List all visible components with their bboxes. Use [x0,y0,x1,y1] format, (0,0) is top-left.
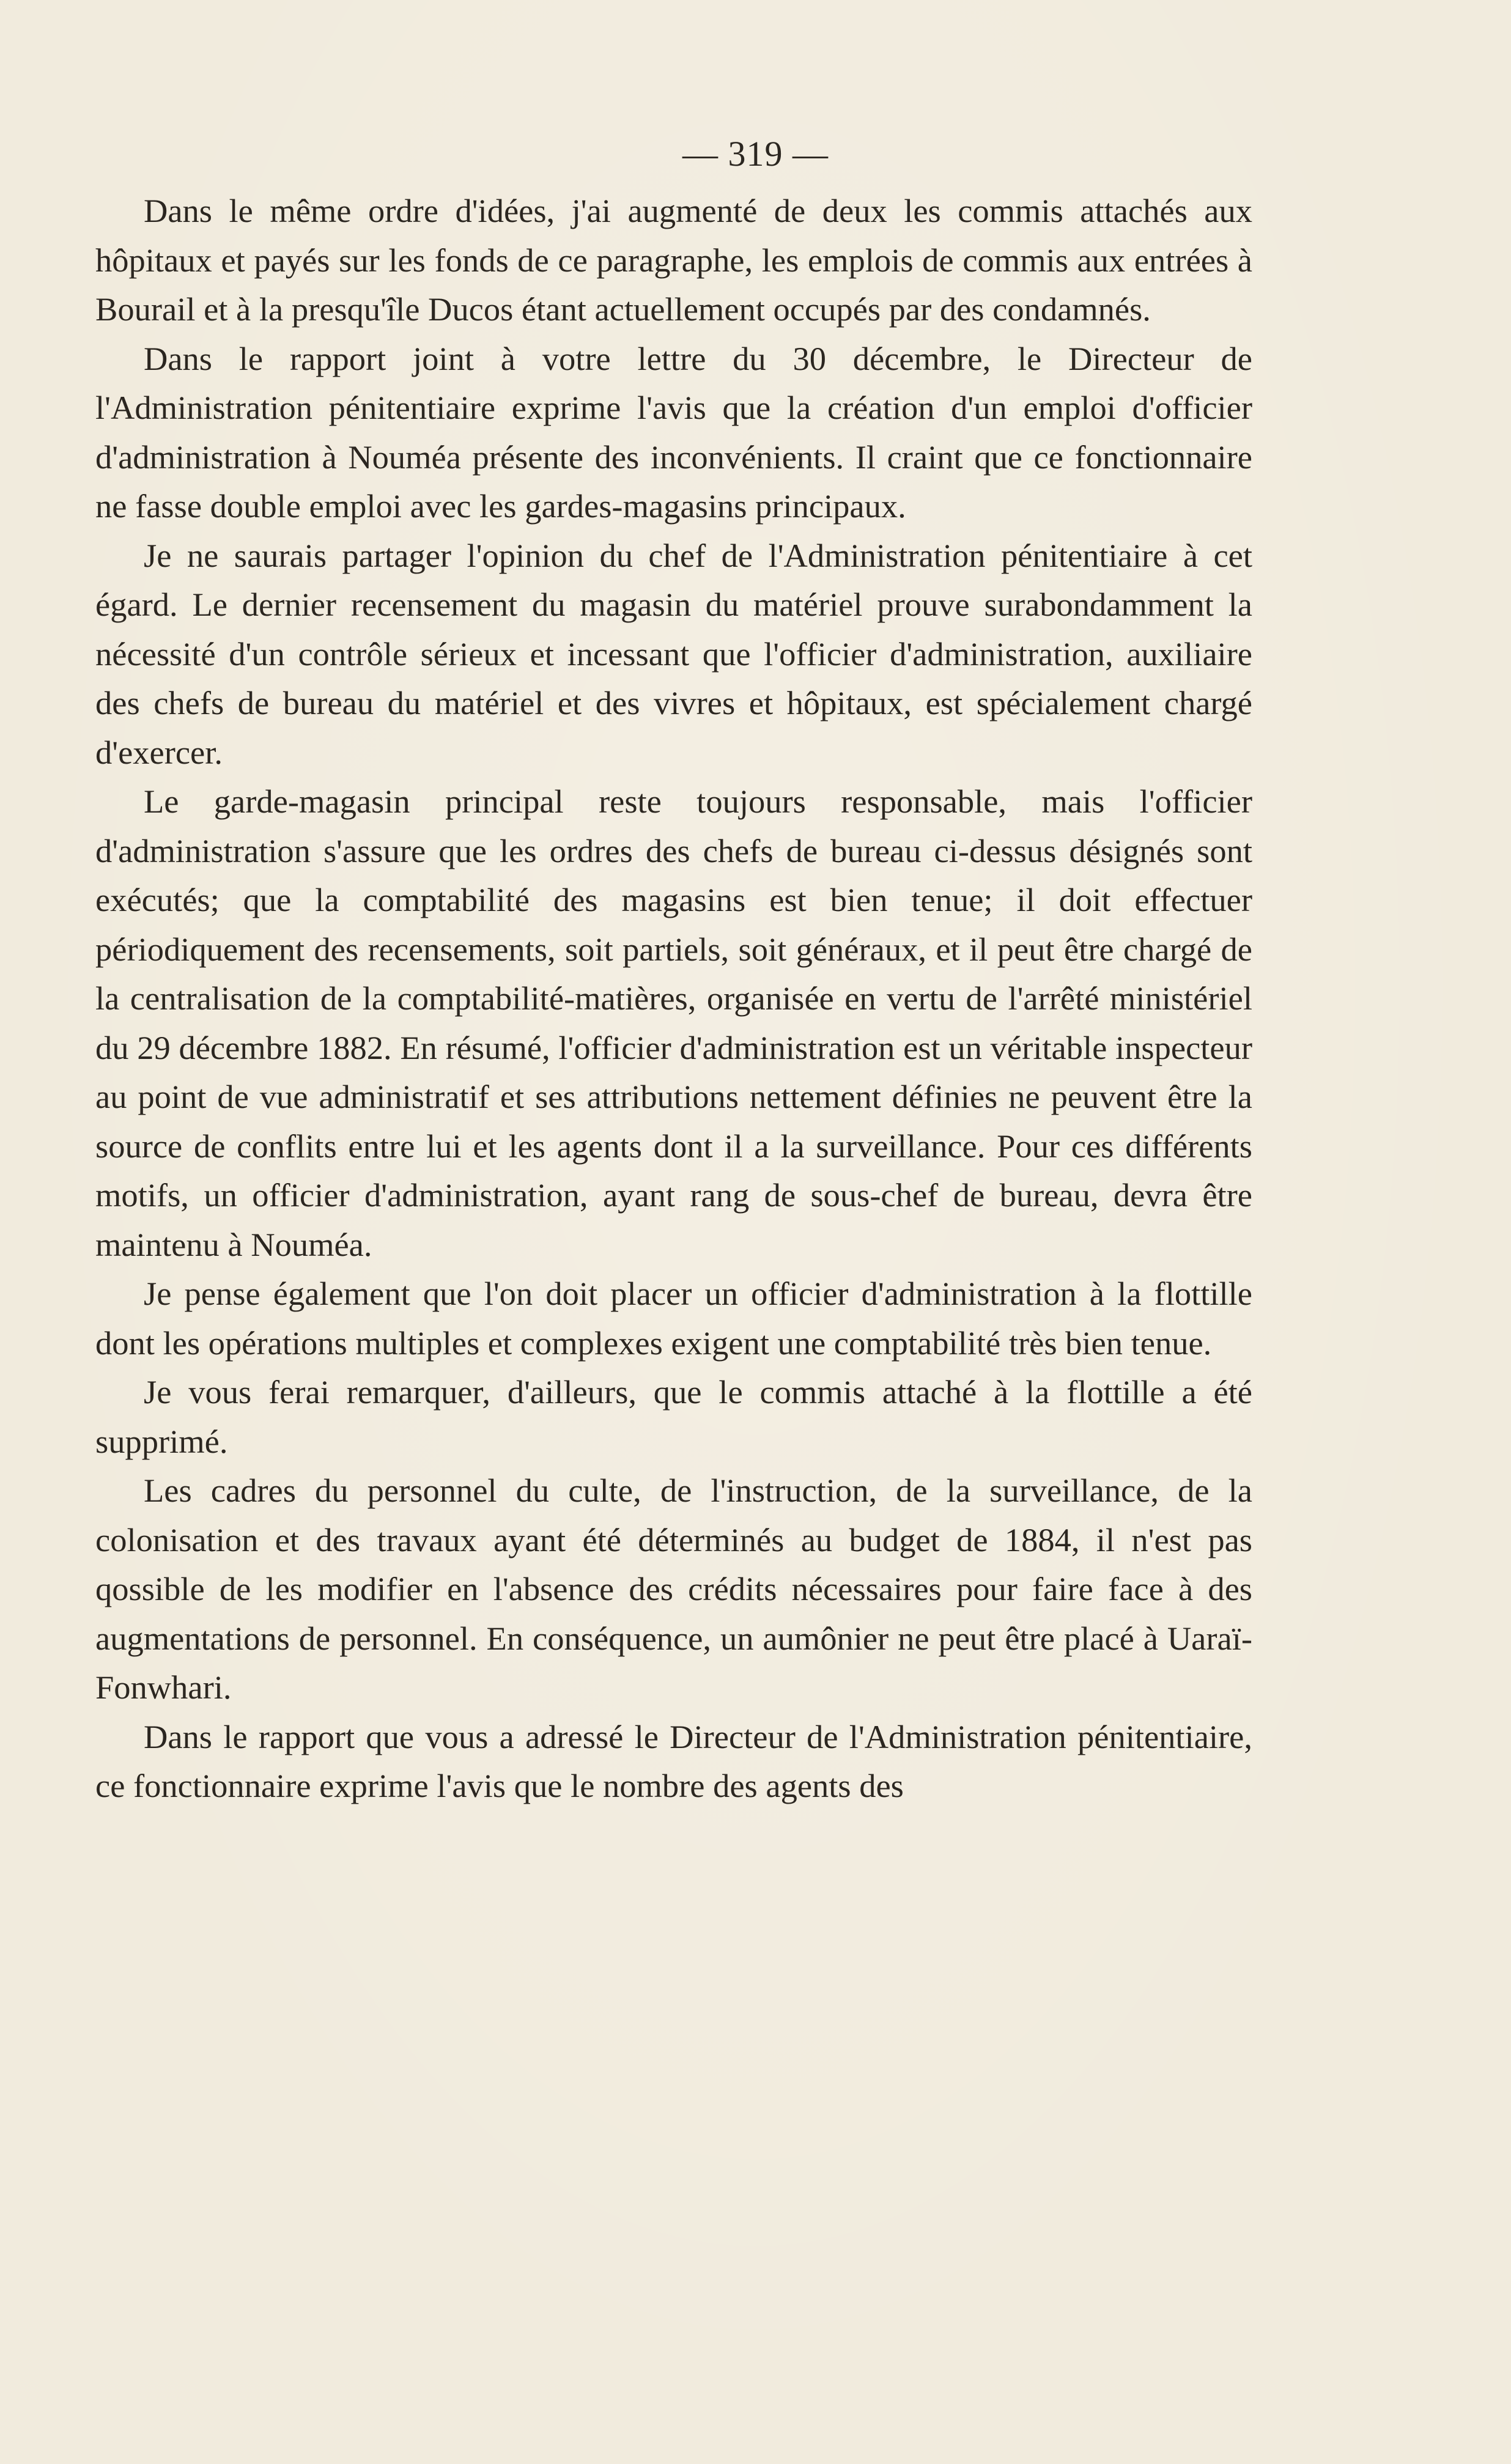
page-number: — 319 — [682,134,829,174]
paragraph: Dans le rapport joint à votre lettre du 30 décembre, le Directeur de l'Administration pénitentiaire exprime l'avis que la création d'un emploi d'officier d'administration à Nouméa présente des inconvénients. Il craint que ce fonctionnaire ne fasse double emploi avec les gardes-magasins principaux. [95,339,1252,525]
paragraph: Je ne saurais partager l'opinion du chef de l'Administration pénitentiaire à cet égard. Le dernier recensement du magasin du matériel prouve surabondamment la nécessité d'un contrôle sérieux et incessant que l'officier d'administration, auxiliaire des chefs de bureau du matériel et des vivres et hôpitaux, est spécialement chargé d'exercer. [95,536,1252,771]
paragraph: Le garde-magasin principal reste toujours responsable, mais l'officier d'administration s'assure que les ordres des chefs de bureau ci-dessus désignés sont exécutés; que la comptabilité des magasins est bien tenue; il doit effectuer périodiquement des recensements, soit partiels, soit généraux, et il peut être chargé de la centralisation de la comptabilité-matières, organisée en vertu de l'arrêté ministériel du 29 décembre 1882. En résumé, l'officier d'administration est un véritable inspecteur au point de vue administratif et ses attributions nettement définies ne peuvent être la source de conflits entre lui et les agents dont il a la surveillance. Pour ces différents motifs, un officier d'administration, ayant rang de sous-chef de bureau, devra être maintenu à Nouméa. [95,783,1252,1263]
body-text [95,186,1252,1811]
paragraph: Dans le rapport que vous a adressé le Directeur de l'Administration pénitentiaire, ce fonctionnaire exprime l'avis que le nombre des agents des [95,1717,1252,1804]
paragraph: Je vous ferai remarquer, d'ailleurs, que le commis attaché à la flottille a été supprimé. [95,1373,1252,1460]
paragraph: Les cadres du personnel du culte, de l'instruction, de la surveillance, de la colonisation et des travaux ayant été déterminés au budget de 1884, il n'est pas qossible de les modifier en l'absence des crédits nécessaires pour faire face à des augmentations de personnel. En conséquence, un aumônier ne peut être placé à Uaraï-Fonwhari. [95,1472,1252,1706]
paragraph: Dans le même ordre d'idées, j'ai augmenté de deux les commis attachés aux hôpitaux et payés sur les fonds de ce paragraphe, les emplois de commis aux entrées à Bourail et à la presqu'île Ducos étant actuellement occupés par des condamnés. [95,192,1252,328]
paragraph: Je pense également que l'on doit placer un officier d'administration à la flottille dont les opérations multiples et complexes exigent une comptabilité très bien tenue. [95,1275,1252,1362]
